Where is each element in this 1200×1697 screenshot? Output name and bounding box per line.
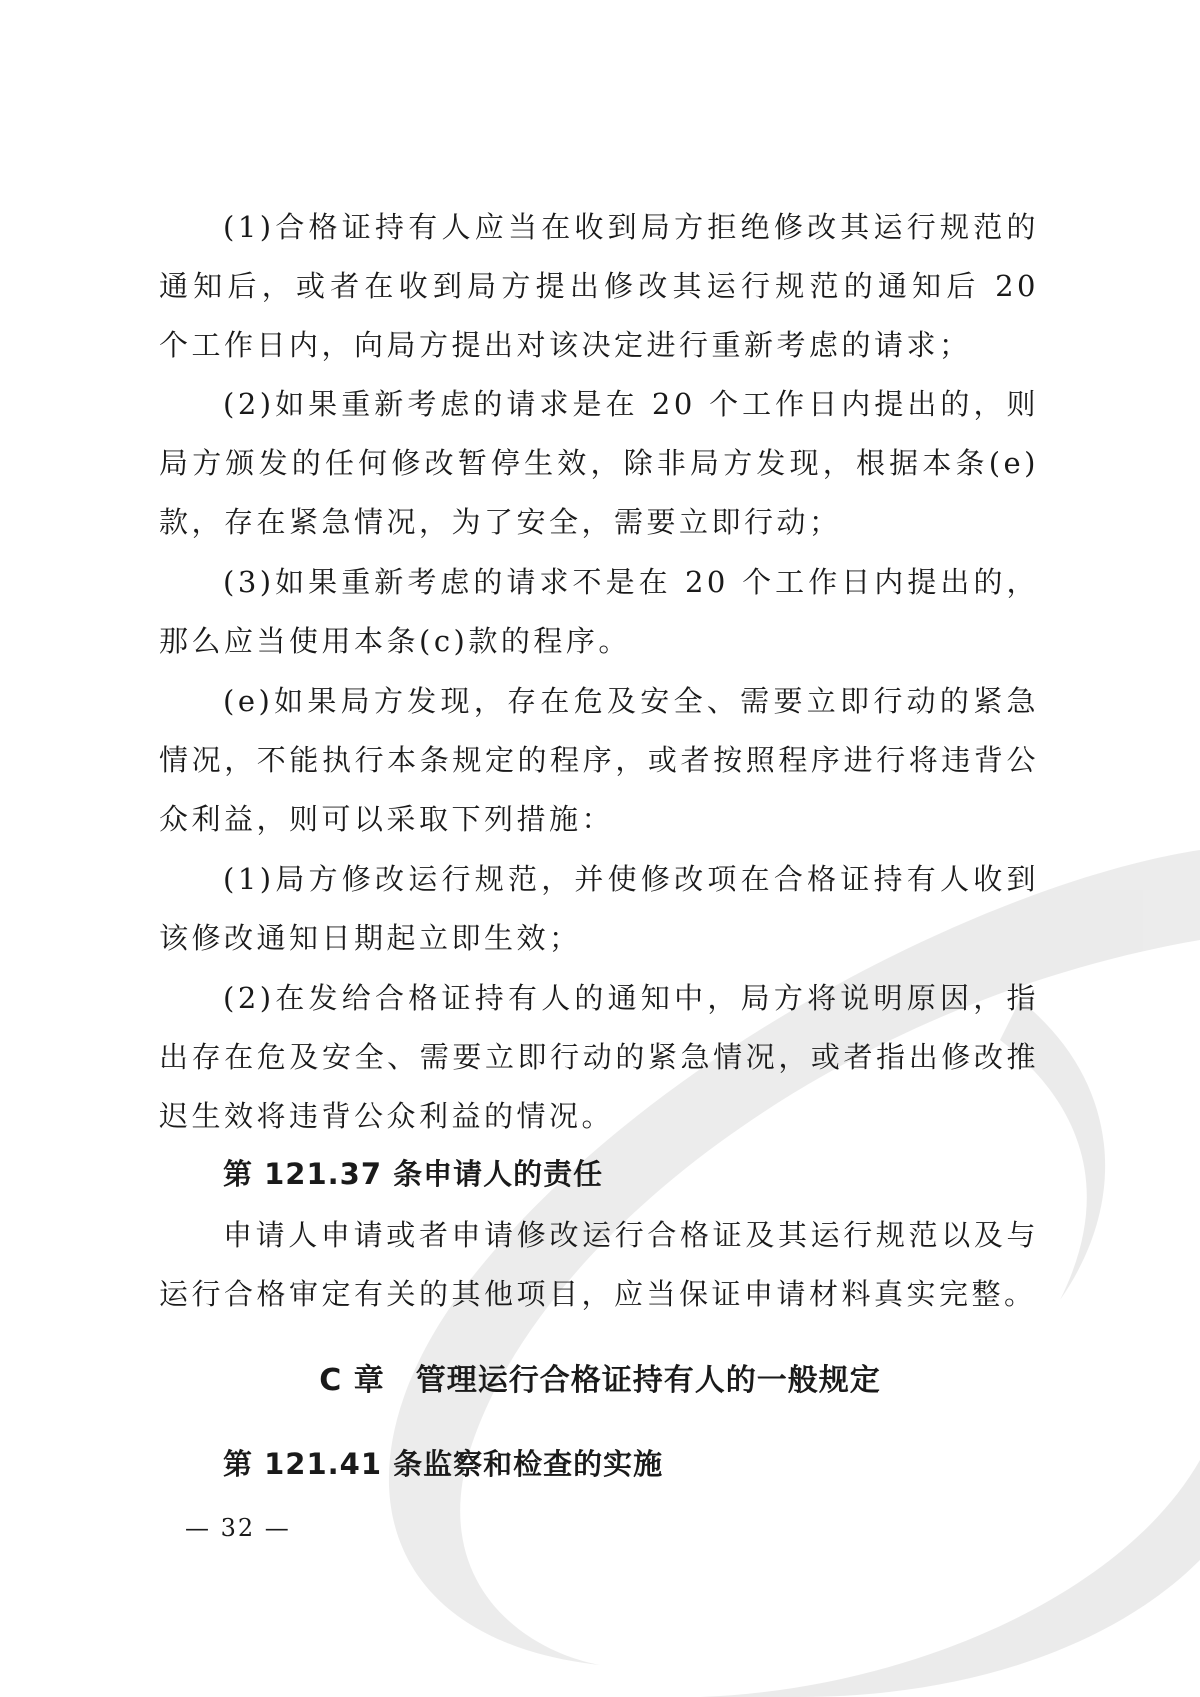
section-heading-121-37: 第 121.37 条申请人的责任 <box>223 1157 604 1191</box>
paragraph-item-3: (3)如果重新考虑的请求不是在 20 个工作日内提出的，那么应当使用本条(c)款的程序。 <box>159 565 1039 658</box>
paragraph-item-1: (1)合格证持有人应当在收到局方拒绝修改其运行规范的通知后，或者在收到局方提出修改其运行规范的通知后 20 个工作日内，向局方提出对该决定进行重新考虑的请求； <box>159 210 1039 362</box>
page-number: — 32 — <box>185 1514 291 1542</box>
section-body-121-37: 申请人申请或者申请修改运行合格证及其运行规范以及与运行合格审定有关的其他项目，应当保证申请材料真实完整。 <box>159 1218 1039 1311</box>
paragraph-item-e-1: (1)局方修改运行规范，并使修改项在合格证持有人收到该修改通知日期起立即生效； <box>159 862 1039 955</box>
paragraph-item-2: (2)如果重新考虑的请求是在 20 个工作日内提出的，则局方颁发的任何修改暂停生效，除非局方发现，根据本条(e)款，存在紧急情况，为了安全，需要立即行动； <box>159 387 1039 539</box>
chapter-title: C 章 管理运行合格证持有人的一般规定 <box>319 1363 881 1398</box>
paragraph-item-e: (e)如果局方发现，存在危及安全、需要立即行动的紧急情况，不能执行本条规定的程序，或者按照程序进行将违背公众利益，则可以采取下列措施： <box>159 684 1039 836</box>
section-heading-121-41: 第 121.41 条监察和检查的实施 <box>223 1447 664 1481</box>
paragraph-item-e-2: (2)在发给合格证持有人的通知中，局方将说明原因，指出存在危及安全、需要立即行动的紧急情况，或者指出修改推迟生效将违背公众利益的情况。 <box>159 981 1039 1133</box>
